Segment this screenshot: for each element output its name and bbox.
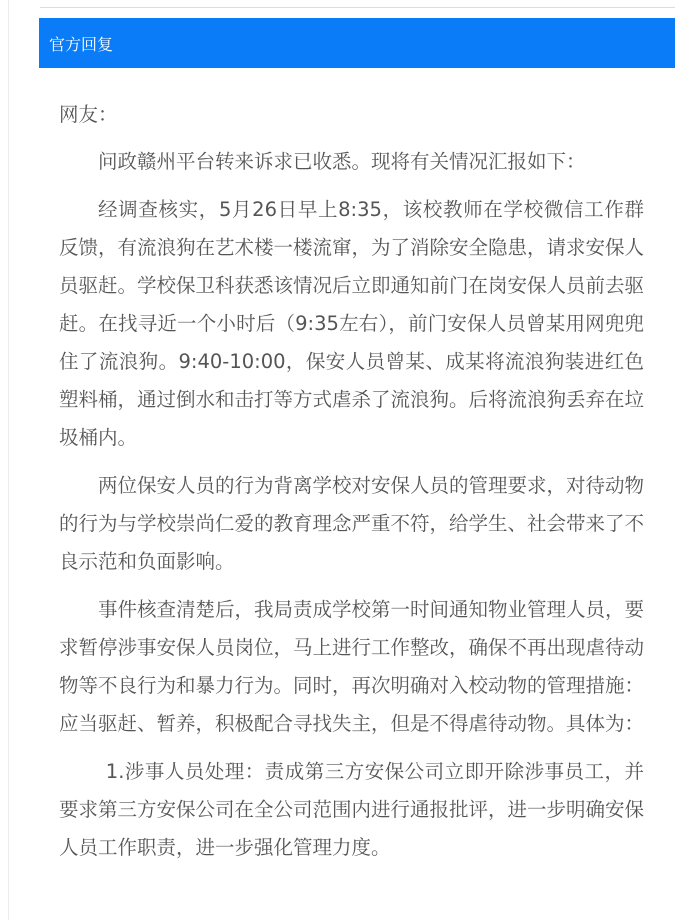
official-reply-title: 官方回复 — [49, 34, 114, 54]
paragraph-measures: 事件核查清楚后，我局责成学校第一时间通知物业管理人员，要求暂停涉事安保人员岗位，马上进行工作整改，确保不再出现虐待动物等不良行为和暴力行为。同时，再次明确对入校动物的管理措施：应当驱赶、暂养，积极配合寻找失主，但是不得虐待动物。具体为： — [59, 598, 645, 735]
paragraph-assessment: 两位保安人员的行为背离学校对安保人员的管理要求，对待动物的行为与学校崇尚仁爱的教育理念严重不符，给学生、社会带来了不良示范和负面影响。 — [59, 474, 645, 573]
salutation: 网友： — [59, 103, 118, 126]
top-divider — [40, 7, 675, 8]
paragraph-receipt: 问政赣州平台转来诉求已收悉。现将有关情况汇报如下： — [98, 150, 586, 173]
official-reply-body — [59, 96, 644, 877]
paragraph-investigation: 经调查核实，5月26日早上8:35，该校教师在学校微信工作群反馈，有流浪狗在艺术楼一楼流窜，为了消除安全隐患，请求安保人员驱赶。学校保卫科获悉该情况后立即通知前门在岗安保人员前去驱赶。在找寻近一个小时后（9:35左右），前门安保人员曾某用网兜兜住了流浪狗。9:40-10:00，保安人员曾某、成某将流浪狗装进红色塑料桶，通过倒水和击打等方式虐杀了流浪狗。后将流浪狗丢弃在垃圾桶内。 — [59, 198, 645, 449]
paragraph-item-1: 1.涉事人员处理：责成第三方安保公司立即开除涉事员工，并要求第三方安保公司在全公司范围内进行通报批评，进一步明确安保人员工作职责，进一步强化管理力度。 — [59, 760, 645, 859]
official-reply-header — [39, 18, 675, 68]
